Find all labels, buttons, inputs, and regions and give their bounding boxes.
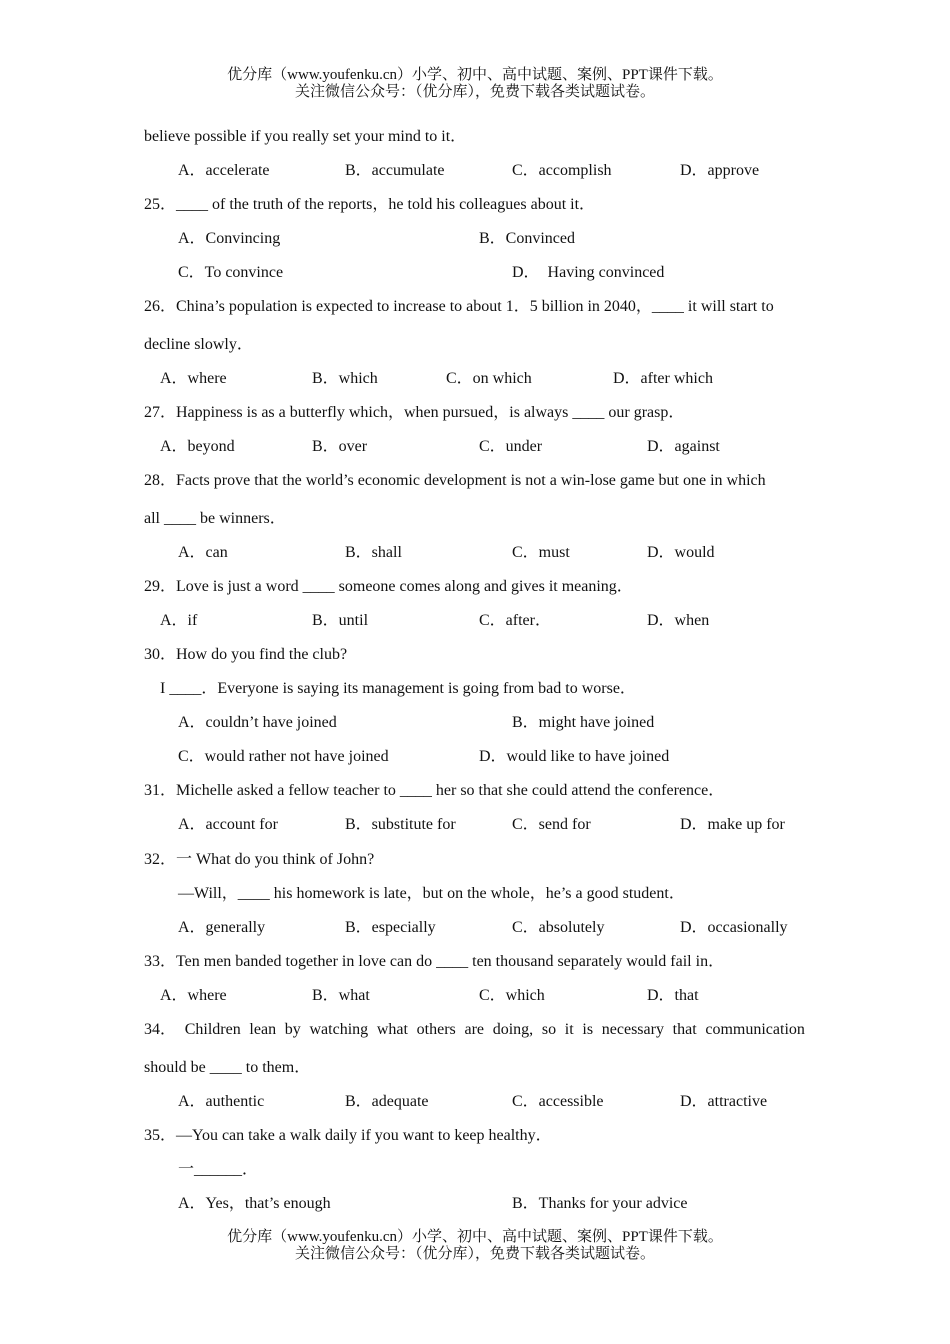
q26-continuation: decline slowly． xyxy=(144,336,253,353)
q34-word: that xyxy=(672,1021,697,1038)
q34-word: so xyxy=(541,1021,557,1038)
q32-option-c[interactable]: C．absolutely xyxy=(512,919,605,936)
q33-stem: 33．Ten men banded together in love can do ____ ten thousand separately would fail in． xyxy=(144,953,725,970)
q34-word: watching xyxy=(309,1021,369,1038)
q34-word: what xyxy=(376,1021,408,1038)
q31-stem: 31．Michelle asked a fellow teacher to ____ her so that she could attend the conference． xyxy=(144,782,725,799)
q32-option-b[interactable]: B．especially xyxy=(345,919,436,936)
q25-option-c[interactable]: C．To convince xyxy=(178,264,284,281)
q30-stem: 30．How do you find the club? xyxy=(144,646,348,663)
q24-option-b[interactable]: B．accumulate xyxy=(345,162,445,179)
q28-option-a[interactable]: A．can xyxy=(178,544,228,561)
q31-option-c[interactable]: C．send for xyxy=(512,816,591,833)
q26-option-b[interactable]: B．which xyxy=(312,370,378,387)
q32-reply: —Will，____ his homework is late，but on the whole，he’s a good student． xyxy=(178,885,685,902)
q30-option-a[interactable]: A．couldn’t have joined xyxy=(178,714,337,731)
q27-option-a[interactable]: A．beyond xyxy=(160,438,235,455)
q30-option-d[interactable]: D．would like to have joined xyxy=(479,748,670,765)
q34-word: others xyxy=(416,1021,456,1038)
q30-reply: I ____．Everyone is saying its management is going from bad to worse． xyxy=(160,680,636,697)
q34-word: 34． xyxy=(144,1021,177,1038)
q26-option-d[interactable]: D．after which xyxy=(613,370,713,387)
q32-option-a[interactable]: A．generally xyxy=(178,919,266,936)
q29-option-b[interactable]: B．until xyxy=(312,612,369,629)
q26-option-c[interactable]: C．on which xyxy=(446,370,532,387)
page-footer xyxy=(0,1229,950,1263)
q34-word: lean xyxy=(249,1021,277,1038)
header-line-2: 关注微信公众号：（优分库），免费下载各类试题试卷。 xyxy=(294,84,655,100)
q27-stem: 27．Happiness is as a butterfly which，when pursued，is always ____ our grasp． xyxy=(144,404,685,421)
q34-option-c[interactable]: C．accessible xyxy=(512,1093,604,1110)
q28-option-c[interactable]: C．must xyxy=(512,544,570,561)
q24-option-d[interactable]: D．approve xyxy=(680,162,760,179)
page-header xyxy=(0,67,950,101)
footer-line-1: 优分库（www.youfenku.cn）小学、初中、高中试题、案例、PPT课件下载。 xyxy=(227,1229,723,1245)
q27-option-d[interactable]: D．against xyxy=(647,438,720,455)
q32-option-d[interactable]: D．occasionally xyxy=(680,919,788,936)
q25-option-b[interactable]: B．Convinced xyxy=(479,230,575,247)
q34-stem xyxy=(144,1020,805,1040)
q33-option-a[interactable]: A．where xyxy=(160,987,227,1004)
q24-continuation: believe possible if you really set your mind to it． xyxy=(144,128,467,145)
footer-line-2: 关注微信公众号：（优分库），免费下载各类试题试卷。 xyxy=(294,1246,655,1262)
q35-reply: 一______． xyxy=(178,1161,259,1178)
q34-option-d[interactable]: D．attractive xyxy=(680,1093,768,1110)
q30-option-c[interactable]: C．would rather not have joined xyxy=(178,748,389,765)
q34-continuation: should be ____ to them． xyxy=(144,1059,311,1076)
q24-option-c[interactable]: C．accomplish xyxy=(512,162,612,179)
q27-option-c[interactable]: C．under xyxy=(479,438,543,455)
q28-option-d[interactable]: D．would xyxy=(647,544,715,561)
q35-stem: 35．—You can take a walk daily if you want to keep healthy． xyxy=(144,1127,552,1144)
q34-word: is xyxy=(582,1021,594,1038)
q33-option-d[interactable]: D．that xyxy=(647,987,699,1004)
header-line-1: 优分库（www.youfenku.cn）小学、初中、高中试题、案例、PPT课件下载。 xyxy=(227,67,723,83)
q34-option-b[interactable]: B．adequate xyxy=(345,1093,429,1110)
q34-word: Children xyxy=(184,1021,241,1038)
q35-option-b[interactable]: B．Thanks for your advice xyxy=(512,1195,688,1212)
q29-stem: 29．Love is just a word ____ someone comes along and gives it meaning． xyxy=(144,578,633,595)
q29-option-c[interactable]: C．after． xyxy=(479,612,551,629)
q25-option-d[interactable]: D． Having convinced xyxy=(512,264,665,281)
q34-option-a[interactable]: A．authentic xyxy=(178,1093,265,1110)
q34-word: it xyxy=(564,1021,574,1038)
q26-option-a[interactable]: A．where xyxy=(160,370,227,387)
q34-word: by xyxy=(284,1021,301,1038)
q31-option-d[interactable]: D．make up for xyxy=(680,816,785,833)
q33-option-b[interactable]: B．what xyxy=(312,987,370,1004)
q29-option-a[interactable]: A．if xyxy=(160,612,198,629)
q28-option-b[interactable]: B．shall xyxy=(345,544,402,561)
q31-option-b[interactable]: B．substitute for xyxy=(345,816,456,833)
q28-continuation: all ____ be winners． xyxy=(144,510,286,527)
q35-option-a[interactable]: A．Yes，that’s enough xyxy=(178,1195,331,1212)
q25-option-a[interactable]: A．Convincing xyxy=(178,230,281,247)
q32-stem: 32．一 What do you think of John? xyxy=(144,851,375,868)
q34-word: are xyxy=(464,1021,484,1038)
q34-word: communication xyxy=(705,1021,805,1038)
q24-option-a[interactable]: A．accelerate xyxy=(178,162,270,179)
q27-option-b[interactable]: B．over xyxy=(312,438,368,455)
q29-option-d[interactable]: D．when xyxy=(647,612,710,629)
q33-option-c[interactable]: C．which xyxy=(479,987,545,1004)
q30-option-b[interactable]: B．might have joined xyxy=(512,714,655,731)
q25-stem: 25．____ of the truth of the reports，he told his colleagues about it． xyxy=(144,196,596,213)
q31-option-a[interactable]: A．account for xyxy=(178,816,278,833)
q34-word: doing, xyxy=(492,1021,534,1038)
q34-word: necessary xyxy=(601,1021,664,1038)
q26-stem: 26．China’s population is expected to increase to about 1．5 billion in 2040，____ it will start to xyxy=(144,298,774,315)
q28-stem: 28．Facts prove that the world’s economic development is not a win-lose game but one in which xyxy=(144,472,766,489)
